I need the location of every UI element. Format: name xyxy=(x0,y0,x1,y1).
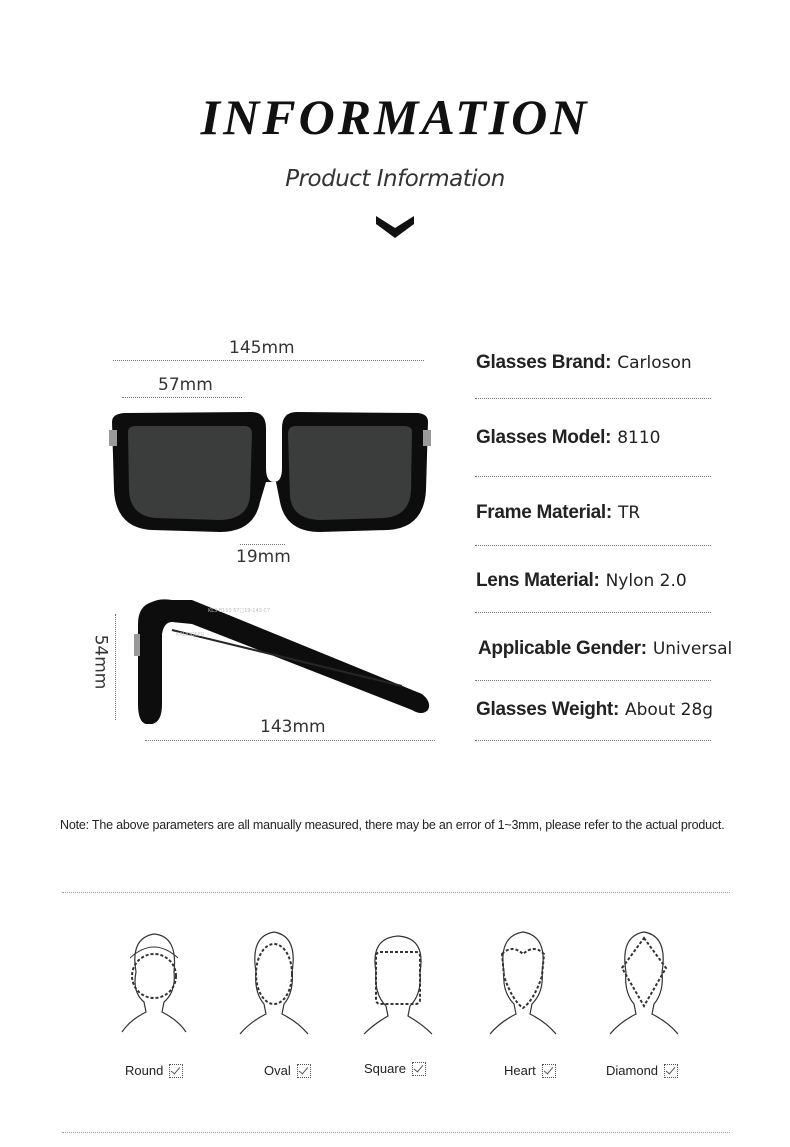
face-label-text: Square xyxy=(364,1061,406,1076)
face-label-square xyxy=(364,1061,426,1076)
spec-brand-label: Glasses Brand: xyxy=(476,352,612,373)
temple-brand-text: KALIDOSER xyxy=(176,632,205,638)
lens-width-label: 57mm xyxy=(158,375,213,395)
check-icon xyxy=(412,1062,426,1076)
page-title: INFORMATION xyxy=(200,89,590,145)
measurement-note: Note: The above parameters are all manually measured, there may be an error of 1~3mm, please refer to the actual product. xyxy=(60,818,725,832)
face-round-image xyxy=(118,928,190,1038)
face-square-image xyxy=(360,930,436,1038)
check-icon xyxy=(297,1064,311,1078)
face-heart-image xyxy=(486,928,560,1038)
spec-weight-label: Glasses Weight: xyxy=(476,699,619,720)
page-subtitle: Product Information xyxy=(285,166,505,192)
lens-width-line xyxy=(122,397,242,398)
spec-brand-value: Carloson xyxy=(617,353,692,373)
spec-model xyxy=(476,427,660,449)
check-icon xyxy=(169,1064,183,1078)
face-label-text: Oval xyxy=(264,1063,291,1078)
spec-lens-material-label: Lens Material: xyxy=(476,570,600,591)
glasses-side-image xyxy=(132,594,434,728)
face-label-heart xyxy=(504,1063,556,1078)
spec-divider xyxy=(475,545,711,546)
spec-gender-label: Applicable Gender: xyxy=(478,638,647,659)
spec-divider xyxy=(475,740,711,741)
glasses-front-image xyxy=(106,410,434,540)
chevron-down-icon xyxy=(376,212,414,240)
face-oval-image xyxy=(236,928,312,1038)
spec-lens-material-value: Nylon 2.0 xyxy=(605,571,687,591)
total-width-label: 145mm xyxy=(229,338,295,358)
total-width-line xyxy=(113,360,424,361)
temple-length-label: 143mm xyxy=(260,717,326,737)
spec-frame-material-label: Frame Material: xyxy=(476,502,612,523)
face-label-text: Round xyxy=(125,1063,164,1078)
spec-weight xyxy=(476,699,713,721)
check-icon xyxy=(664,1064,678,1078)
lens-height-line xyxy=(115,614,116,720)
face-label-text: Diamond xyxy=(606,1063,659,1078)
spec-gender-value: Universal xyxy=(652,639,733,659)
spec-divider xyxy=(475,612,711,613)
bridge-width-label: 19mm xyxy=(236,547,291,567)
spec-brand xyxy=(476,352,692,374)
spec-divider xyxy=(475,680,711,681)
face-label-round xyxy=(125,1063,183,1078)
face-label-text: Heart xyxy=(504,1063,536,1078)
face-label-diamond xyxy=(606,1063,678,1078)
check-icon xyxy=(542,1064,556,1078)
bridge-line xyxy=(240,544,285,545)
spec-divider xyxy=(475,398,711,399)
temple-code-text: KL3 8110 57□19-143 C7 xyxy=(208,608,271,614)
spec-weight-value: About 28g xyxy=(624,700,714,720)
face-label-oval xyxy=(264,1063,311,1078)
spec-divider xyxy=(475,476,711,477)
spec-model-value: 8110 xyxy=(617,428,661,448)
temple-length-line xyxy=(145,740,435,741)
section-divider xyxy=(62,1132,730,1133)
lens-height-label: 54mm xyxy=(90,634,111,690)
spec-frame-material xyxy=(476,502,640,524)
spec-model-label: Glasses Model: xyxy=(476,427,612,448)
spec-lens-material xyxy=(476,570,687,592)
spec-gender xyxy=(478,638,732,660)
face-diamond-image xyxy=(606,928,682,1038)
spec-frame-material-value: TR xyxy=(617,503,641,523)
section-divider xyxy=(62,892,730,893)
